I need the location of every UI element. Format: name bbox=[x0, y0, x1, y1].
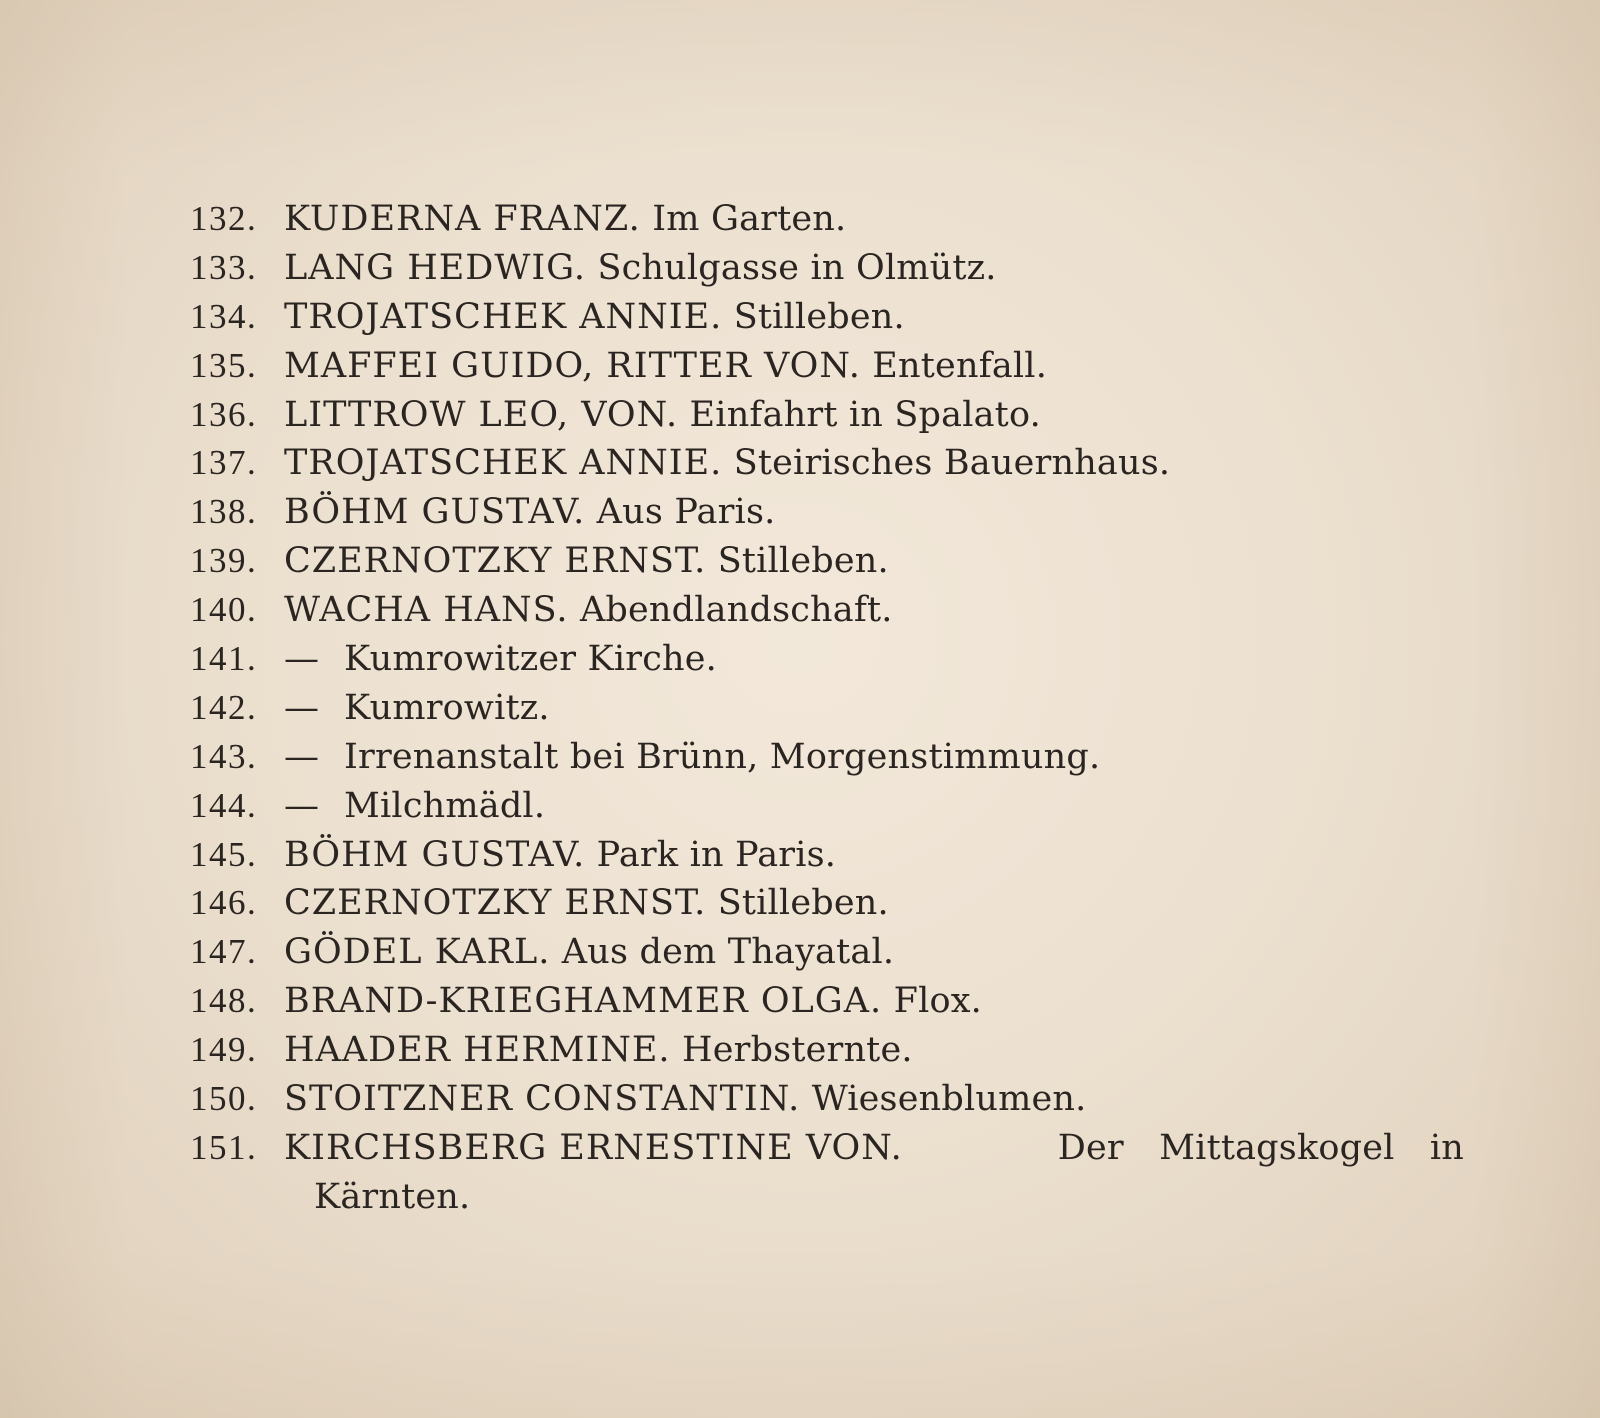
entry-number: 145. bbox=[190, 834, 258, 874]
entry-title: Milchmädl. bbox=[344, 785, 546, 826]
catalog-entry bbox=[190, 488, 1390, 537]
entry-artist: WACHA HANS. bbox=[284, 590, 569, 631]
entry-artist: HAADER HERMINE. bbox=[284, 1030, 671, 1071]
entry-title: Steirisches Bauernhaus. bbox=[733, 443, 1171, 484]
catalog-entry bbox=[190, 684, 1390, 733]
entry-number: 151. bbox=[190, 1127, 258, 1167]
ditto-dash: — bbox=[284, 736, 320, 777]
catalog-entry bbox=[190, 1026, 1390, 1075]
entry-artist: TROJATSCHEK ANNIE. bbox=[284, 296, 723, 337]
entry-number: 148. bbox=[190, 981, 258, 1021]
catalog-entry bbox=[190, 195, 1390, 244]
entry-number: 149. bbox=[190, 1030, 258, 1070]
entry-number: 133. bbox=[190, 247, 258, 287]
entry-artist: LITTROW LEO, VON. bbox=[284, 394, 679, 435]
entry-title: Herbsternte. bbox=[682, 1030, 913, 1071]
ditto-dash: — bbox=[284, 785, 320, 826]
entry-artist: BÖHM GUSTAV. bbox=[284, 492, 586, 533]
catalog-entry bbox=[190, 977, 1390, 1026]
entry-title: Im Garten. bbox=[652, 199, 847, 239]
entry-artist: GÖDEL KARL. bbox=[284, 932, 551, 973]
entry-title: Kumrowitzer Kirche. bbox=[344, 639, 717, 680]
entry-artist: BRAND-KRIEGHAMMER OLGA. bbox=[284, 981, 883, 1022]
catalog-entry bbox=[190, 342, 1390, 391]
entry-number: 136. bbox=[190, 394, 258, 434]
entry-number: 140. bbox=[190, 590, 258, 630]
entry-number: 138. bbox=[190, 492, 258, 532]
catalog-entry bbox=[190, 586, 1390, 635]
entry-number: 146. bbox=[190, 883, 258, 923]
entry-artist: KUDERNA FRANZ. bbox=[284, 199, 641, 239]
entry-title: Der Mittagskogel in bbox=[1057, 1127, 1464, 1168]
catalog-entry bbox=[190, 928, 1390, 977]
catalog-entry bbox=[190, 439, 1390, 488]
catalog-entry bbox=[190, 635, 1390, 684]
catalog-entry bbox=[190, 244, 1390, 293]
catalog-entry bbox=[190, 537, 1390, 586]
entry-artist: STOITZNER CONSTANTIN. bbox=[284, 1079, 801, 1120]
catalog-entry bbox=[190, 831, 1390, 880]
entry-number: 141. bbox=[190, 639, 258, 679]
catalog-entry bbox=[190, 391, 1390, 440]
ditto-dash: — bbox=[284, 687, 320, 728]
entry-title: Stilleben. bbox=[717, 883, 889, 924]
catalog-entry bbox=[190, 1075, 1390, 1124]
entry-title: Wiesenblumen. bbox=[811, 1079, 1087, 1120]
entry-number: 139. bbox=[190, 541, 258, 581]
entry-title-continued: Kärnten. bbox=[314, 1176, 471, 1217]
catalog-entry bbox=[190, 1124, 1464, 1222]
entry-title: Aus Paris. bbox=[596, 492, 776, 533]
entry-title: Stilleben. bbox=[733, 296, 905, 337]
catalog-entry bbox=[190, 733, 1390, 782]
entry-title: Stilleben. bbox=[717, 541, 889, 582]
catalog-entry bbox=[190, 293, 1390, 342]
entry-number: 150. bbox=[190, 1079, 258, 1119]
entry-number: 147. bbox=[190, 932, 258, 972]
entry-artist: MAFFEI GUIDO, RITTER VON. bbox=[284, 345, 861, 386]
entry-title: Kumrowitz. bbox=[344, 687, 550, 728]
entry-artist: KIRCHSBERG ERNESTINE VON. bbox=[284, 1127, 903, 1168]
entry-title: Entenfall. bbox=[872, 345, 1048, 386]
entry-artist: BÖHM GUSTAV. bbox=[284, 834, 586, 875]
entry-number: 132. bbox=[190, 199, 258, 238]
entry-artist: CZERNOTZKY ERNST. bbox=[284, 541, 707, 582]
entry-artist: LANG HEDWIG. bbox=[284, 247, 586, 288]
entry-title: Flox. bbox=[893, 981, 983, 1022]
entry-title: Park in Paris. bbox=[596, 834, 837, 875]
entry-title: Schulgasse in Olmütz. bbox=[597, 247, 997, 288]
entry-number: 144. bbox=[190, 785, 258, 825]
entry-artist: TROJATSCHEK ANNIE. bbox=[284, 443, 723, 484]
entry-title: Irrenanstalt bei Brünn, Morgenstimmung. bbox=[344, 736, 1101, 777]
entry-title: Einfahrt in Spalato. bbox=[689, 394, 1041, 435]
entry-number: 142. bbox=[190, 687, 258, 727]
entry-artist: CZERNOTZKY ERNST. bbox=[284, 883, 707, 924]
ditto-dash: — bbox=[284, 639, 320, 680]
entry-number: 135. bbox=[190, 345, 258, 385]
entry-number: 134. bbox=[190, 296, 258, 336]
entry-number: 143. bbox=[190, 736, 258, 776]
entry-title: Aus dem Thayatal. bbox=[561, 932, 895, 973]
catalog-entry bbox=[190, 879, 1390, 928]
entry-number: 137. bbox=[190, 443, 258, 483]
entry-title: Abendlandschaft. bbox=[579, 590, 893, 631]
catalog-entry bbox=[190, 782, 1390, 831]
catalog-list bbox=[190, 195, 1464, 1222]
